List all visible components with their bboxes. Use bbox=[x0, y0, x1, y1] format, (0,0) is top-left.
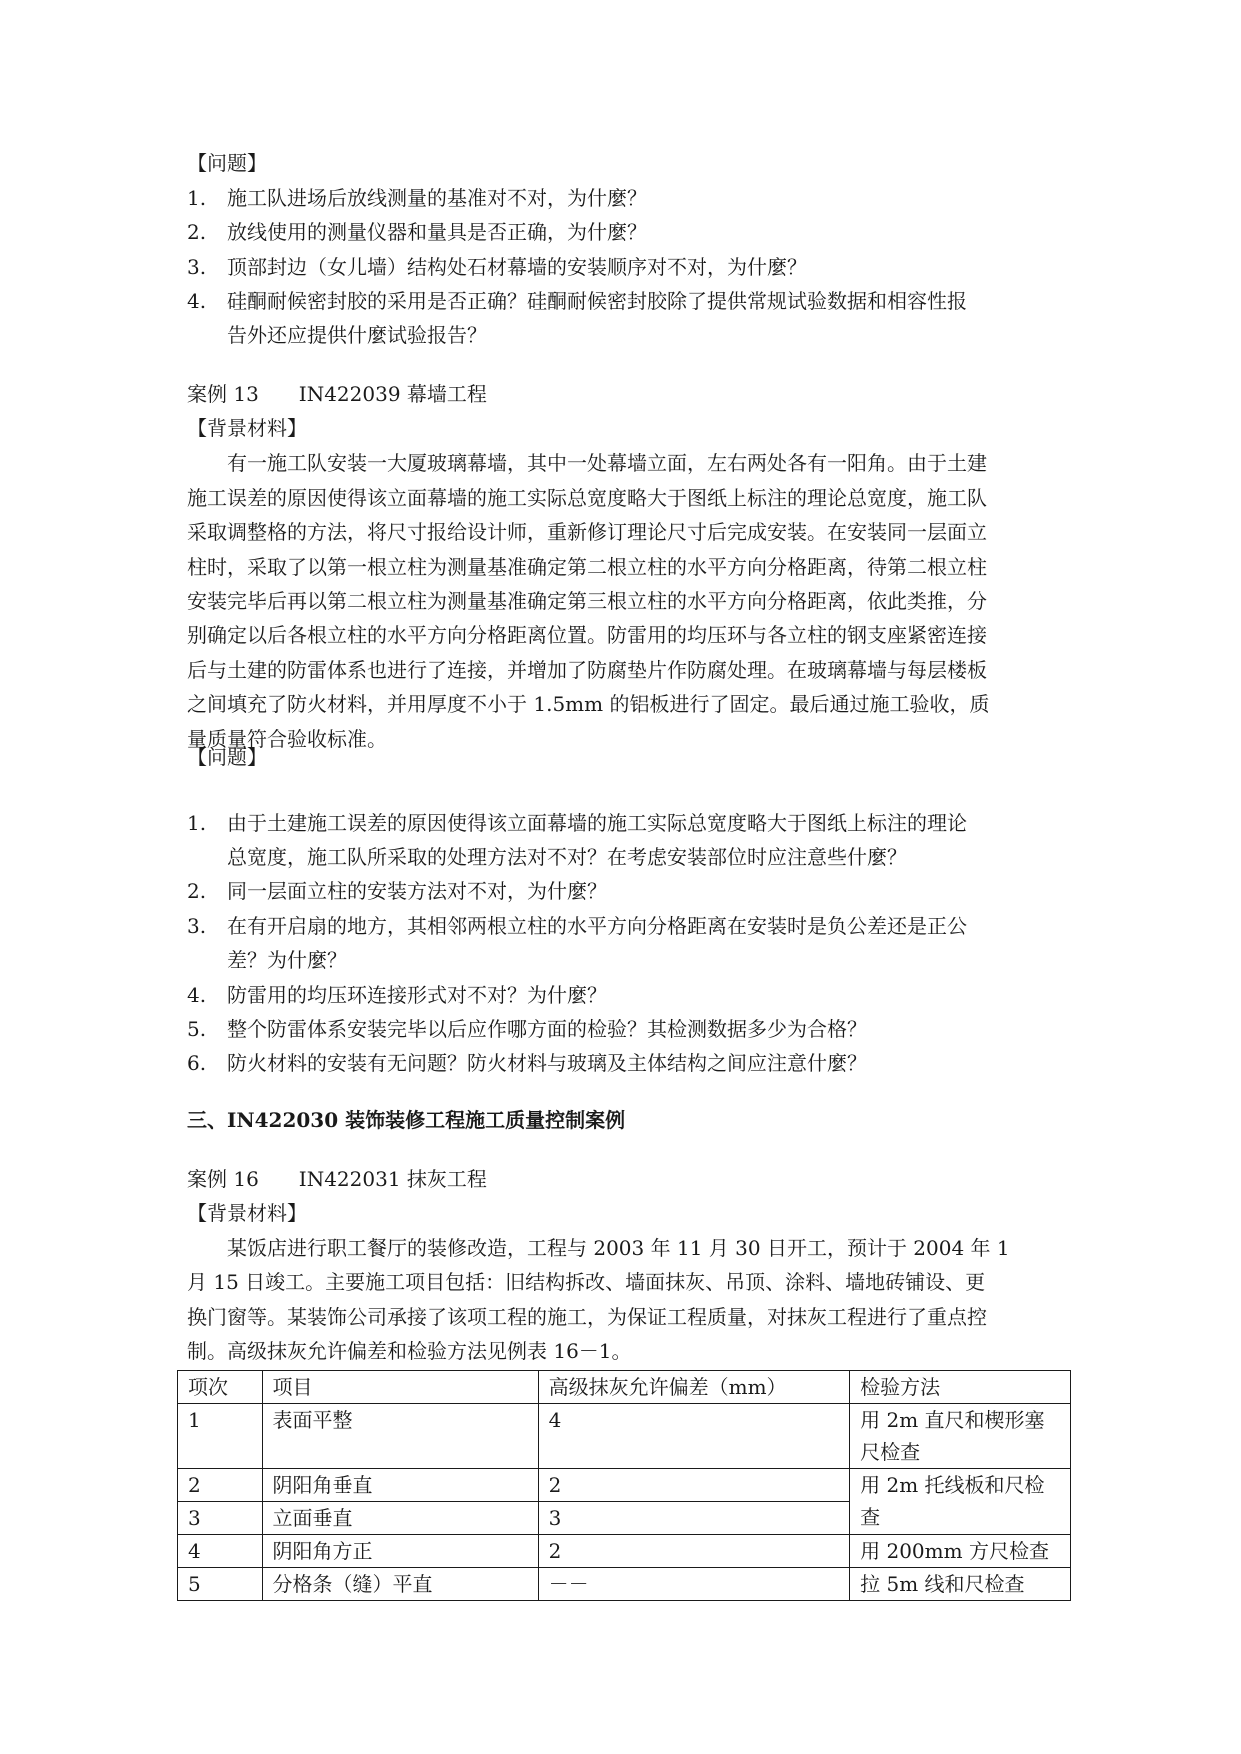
table-cell: 表面平整 bbox=[262, 1404, 538, 1469]
table-cell: 阴阳角垂直 bbox=[262, 1469, 538, 1502]
paragraph-line: 安装完毕后再以第二根立柱为测量基准确定第三根立柱的水平方向分格距离，依此类推，分 bbox=[187, 589, 987, 613]
paragraph-line: 有一施工队安装一大厦玻璃幕墙，其中一处幕墙立面，左右两处各有一阳角。由于土建 bbox=[187, 451, 987, 475]
question-item: 3. 在有开启扇的地方，其相邻两根立柱的水平方向分格距离在安装时是负公差还是正公 bbox=[187, 914, 967, 938]
tolerance-table bbox=[177, 1370, 1071, 1601]
table-cell: 用 200mm 方尺检查 bbox=[850, 1535, 1071, 1568]
question-item: 4. 防雷用的均压环连接形式对不对？为什麼？ bbox=[187, 983, 607, 1007]
table-cell: 3 bbox=[178, 1502, 263, 1535]
table-cell: 立面垂直 bbox=[262, 1502, 538, 1535]
paragraph-line: 别确定以后各根立柱的水平方向分格距离位置。防雷用的均压环与各立柱的钢支座紧密连接 bbox=[187, 623, 987, 647]
table-header-row bbox=[178, 1371, 1071, 1404]
question-item-cont: 告外还应提供什麼试验报告？ bbox=[227, 323, 487, 347]
paragraph-line: 量质量符合验收标准。 bbox=[187, 727, 387, 751]
paragraph-line: 某饭店进行职工餐厅的装修改造，工程与 2003 年 11 月 30 日开工，预计于 2004 年 1 bbox=[187, 1236, 1010, 1260]
table-row bbox=[178, 1568, 1071, 1601]
background-heading: 【背景材料】 bbox=[187, 1201, 307, 1225]
paragraph-line: 换门窗等。某装饰公司承接了该项工程的施工，为保证工程质量，对抹灰工程进行了重点控 bbox=[187, 1305, 987, 1329]
table-cell: －－ bbox=[538, 1568, 850, 1601]
table-cell: 用 2m 托线板和尺检查 bbox=[850, 1469, 1071, 1535]
question-heading: 【问题】 bbox=[187, 151, 267, 175]
table-cell: 4 bbox=[178, 1535, 263, 1568]
question-item: 4. 硅酮耐候密封胶的采用是否正确？硅酮耐候密封胶除了提供常规试验数据和相容性报 bbox=[187, 289, 967, 313]
table-cell: 阴阳角方正 bbox=[262, 1535, 538, 1568]
paragraph-line: 制。高级抹灰允许偏差和检验方法见例表 16－1。 bbox=[187, 1339, 632, 1363]
table-cell: 2 bbox=[178, 1469, 263, 1502]
table-row bbox=[178, 1535, 1071, 1568]
table-row bbox=[178, 1404, 1071, 1469]
table-row bbox=[178, 1469, 1071, 1502]
paragraph-line: 月 15 日竣工。主要施工项目包括：旧结构拆改、墙面抹灰、吊顶、涂料、墙地砖铺设、更 bbox=[187, 1270, 986, 1294]
paragraph-line: 柱时，采取了以第一根立柱为测量基准确定第二根立柱的水平方向分格距离，待第二根立柱 bbox=[187, 555, 987, 579]
table-cell: 2 bbox=[538, 1469, 850, 1502]
paragraph-line: 采取调整格的方法，将尺寸报给设计师，重新修订理论尺寸后完成安装。在安装同一层面立 bbox=[187, 520, 987, 544]
table-cell: 分格条（缝）平直 bbox=[262, 1568, 538, 1601]
question-heading: 【问题】 bbox=[187, 745, 267, 769]
question-item: 3. 顶部封边（女儿墙）结构处石材幕墙的安装顺序对不对，为什麼？ bbox=[187, 255, 807, 279]
paragraph-line: 之间填充了防火材料，并用厚度不小于 1.5mm 的铝板进行了固定。最后通过施工验收，质 bbox=[187, 692, 990, 716]
background-heading: 【背景材料】 bbox=[187, 416, 307, 440]
table-header-cell: 项次 bbox=[178, 1371, 263, 1404]
question-item-cont: 总宽度，施工队所采取的处理方法对不对？在考虑安装部位时应注意些什麼？ bbox=[227, 845, 907, 869]
table-cell: 4 bbox=[538, 1404, 850, 1469]
table-cell: 拉 5m 线和尺检查 bbox=[850, 1568, 1071, 1601]
table-cell: 1 bbox=[178, 1404, 263, 1469]
table-header-cell: 高级抹灰允许偏差（mm） bbox=[538, 1371, 850, 1404]
table-cell: 2 bbox=[538, 1535, 850, 1568]
question-item: 2. 同一层面立柱的安装方法对不对，为什麼？ bbox=[187, 879, 607, 903]
question-item: 1. 施工队进场后放线测量的基准对不对，为什麼？ bbox=[187, 186, 647, 210]
table-cell: 5 bbox=[178, 1568, 263, 1601]
question-item: 5. 整个防雷体系安装完毕以后应作哪方面的检验？其检测数据多少为合格？ bbox=[187, 1017, 867, 1041]
question-item-cont: 差？为什麼？ bbox=[227, 948, 347, 972]
case-title: 案例 16 IN422031 抹灰工程 bbox=[187, 1167, 487, 1191]
question-item: 2. 放线使用的测量仪器和量具是否正确，为什麼？ bbox=[187, 220, 647, 244]
case-title: 案例 13 IN422039 幕墙工程 bbox=[187, 382, 487, 406]
table-cell: 用 2m 直尺和楔形塞尺检查 bbox=[850, 1404, 1071, 1469]
section-heading: 三、IN422030 装饰装修工程施工质量控制案例 bbox=[187, 1108, 626, 1132]
table-header-cell: 检验方法 bbox=[850, 1371, 1071, 1404]
paragraph-line: 后与土建的防雷体系也进行了连接，并增加了防腐垫片作防腐处理。在玻璃幕墙与每层楼板 bbox=[187, 658, 987, 682]
question-item: 1. 由于土建施工误差的原因使得该立面幕墙的施工实际总宽度略大于图纸上标注的理论 bbox=[187, 811, 967, 835]
paragraph-line: 施工误差的原因使得该立面幕墙的施工实际总宽度略大于图纸上标注的理论总宽度，施工队 bbox=[187, 486, 987, 510]
question-item: 6. 防火材料的安装有无问题？防火材料与玻璃及主体结构之间应注意什麼？ bbox=[187, 1051, 867, 1075]
table-header-cell: 项目 bbox=[262, 1371, 538, 1404]
table-cell: 3 bbox=[538, 1502, 850, 1535]
